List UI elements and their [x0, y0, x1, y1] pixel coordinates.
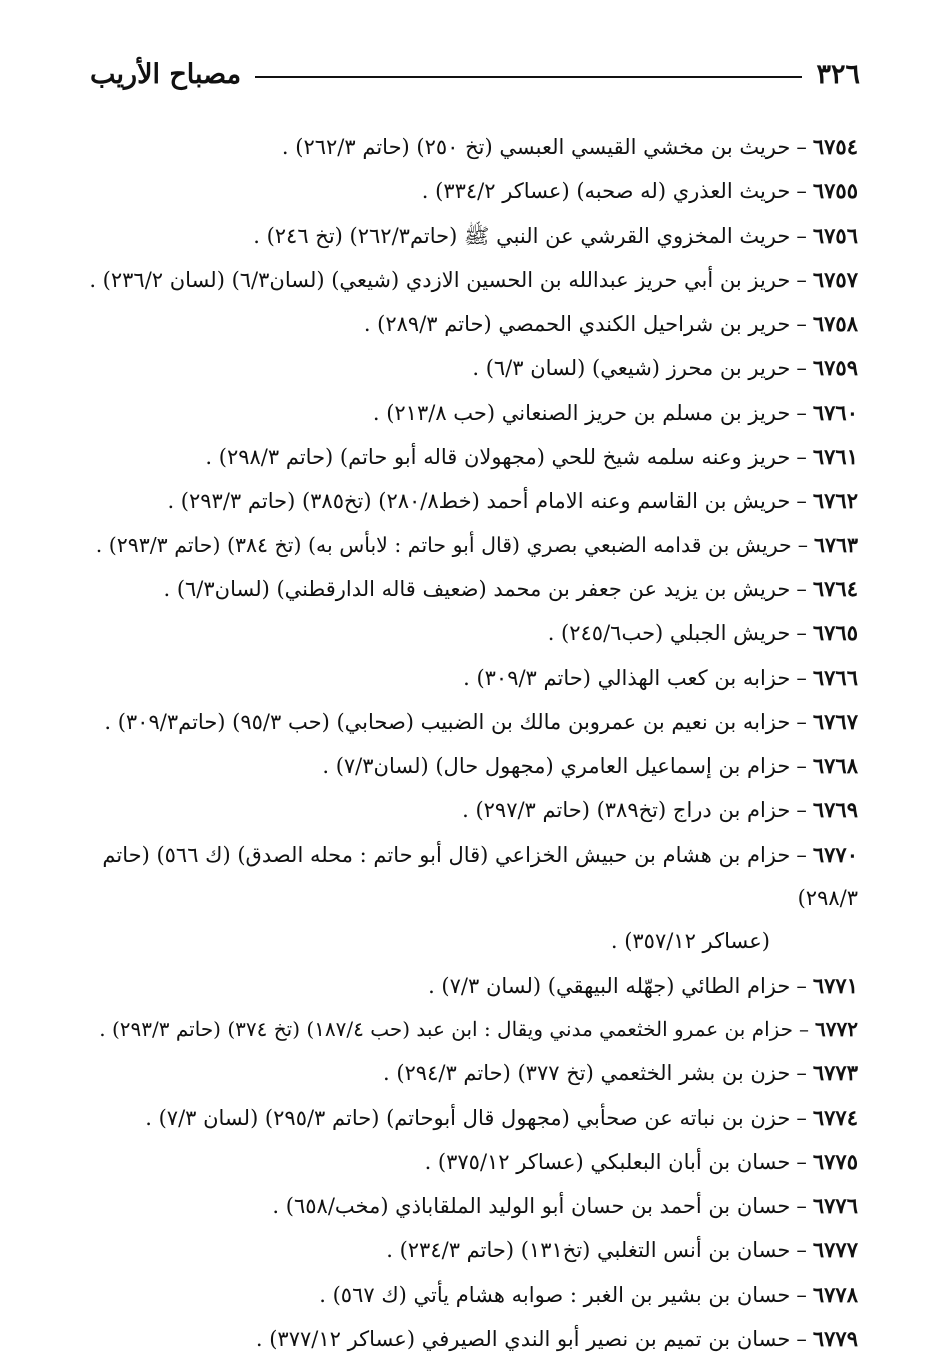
entry-number: ٦٧٦١ — [812, 444, 858, 470]
entry-number: ٦٧٦٤ — [812, 575, 858, 601]
entry-text: حزابه بن كعب الهذالي (حاتم ٣٠٩/٣) . — [463, 665, 791, 690]
entry-dash: – — [796, 400, 807, 425]
entry-dash: – — [797, 532, 808, 557]
header-rule — [255, 76, 802, 78]
entry-text: حزام الطائي (جهّله البيهقي) (لسان ٧/٣) . — [428, 973, 791, 998]
entry-dash: – — [796, 1238, 807, 1263]
list-item — [82, 524, 858, 567]
entry-dash: – — [796, 356, 807, 381]
entry-number: ٦٧٦٠ — [812, 399, 858, 425]
entry-dash: – — [799, 1016, 810, 1041]
list-item — [82, 656, 858, 700]
entry-dash: – — [796, 489, 807, 514]
entry-number: ٦٧٦٣ — [813, 532, 858, 557]
entry-number: ٦٧٧٤ — [812, 1104, 858, 1130]
list-item — [82, 125, 858, 169]
entry-number: ٦٧٦٢ — [812, 488, 858, 514]
entry-number: ٦٧٦٩ — [812, 797, 858, 823]
entry-text: حريش بن القاسم وعنه الامام أحمد (خط٢٨٠/٨) (تخ٣٨٥) (حاتم ٢٩٣/٣) . — [167, 489, 791, 514]
entry-text: حزام بن هشام بن حبيش الخزاعي (قال أبو حاتم : محله الصدق) (ك ٥٦٦) (حاتم ٢٩٨/٣) — [102, 842, 858, 911]
entry-text: حزن بن بشر الخثعمي (تخ ٣٧٧) (حاتم ٢٩٤/٣) . — [382, 1061, 791, 1086]
entry-dash: – — [796, 665, 807, 690]
entry-number: ٦٧٧٣ — [812, 1060, 858, 1086]
entry-number: ٦٧٥٩ — [812, 355, 858, 381]
list-item — [82, 1228, 858, 1272]
entry-text: حسان بن بشير بن الغبر : صوابه هشام يأتي (ك ٥٦٧) . — [319, 1282, 791, 1307]
entry-text: حسان بن تميم بن نصير أبو الندي الصيرفي (عساكر ٣٧٧/١٢) . — [255, 1327, 791, 1352]
entry-text: حريز بن مسلم بن حريز الصنعاني (حب ٢١٣/٨) . — [372, 400, 791, 425]
entry-number: ٦٧٥٥ — [812, 178, 858, 204]
list-item — [82, 302, 858, 346]
book-title: مصباح الأريب — [90, 58, 242, 90]
list-item — [82, 169, 858, 213]
entry-dash: – — [796, 842, 807, 867]
entry-text: حسان بن أبان البعلبكي (عساكر ٣٧٥/١٢) . — [424, 1149, 791, 1174]
list-item — [82, 1140, 858, 1184]
entry-number: ٦٧٥٦ — [812, 222, 858, 248]
list-item — [82, 214, 858, 258]
entry-dash: – — [796, 1105, 807, 1130]
entry-text: حزابه بن نعيم بن عمروبن مالك بن الضبيب (صحابي) (حب ٩٥/٣) (حاتم٣٠٩/٣) . — [104, 709, 791, 734]
entry-dash: – — [796, 798, 807, 823]
entry-dash: – — [796, 223, 807, 248]
list-item — [82, 611, 858, 655]
entry-dash: – — [796, 973, 807, 998]
entry-number: ٦٧٥٨ — [812, 311, 858, 337]
entry-number: ٦٧٥٧ — [812, 266, 858, 292]
list-item — [82, 1051, 858, 1095]
entry-continuation: (عساكر ٣٥٧/١٢) . — [610, 929, 770, 954]
entry-dash: – — [796, 1282, 807, 1307]
entry-dash: – — [796, 621, 807, 646]
page-header — [90, 52, 860, 96]
entry-text: حزن بن نباته عن صحأبي (مجهول قال أبوحاتم) (حاتم ٢٩٥/٣) (لسان ٧/٣) . — [145, 1105, 791, 1130]
list-item — [82, 788, 858, 832]
entry-text: حريث بن مخشي القيسي العبسي (تخ ٢٥٠) (حاتم ٢٦٢/٣) . — [281, 135, 791, 159]
entry-dash: – — [796, 709, 807, 734]
page-number: ٣٢٦ — [816, 58, 860, 90]
entry-number: ٦٧٦٥ — [812, 620, 858, 646]
entry-text: حريث المخزوي القرشي عن النبي ﷺ (حاتم٢٦٢/٣) (تخ ٢٤٦) . — [253, 223, 791, 248]
entry-number: ٦٧٥٤ — [812, 134, 858, 159]
list-item — [82, 567, 858, 611]
entry-number: ٦٧٦٧ — [812, 708, 858, 734]
entry-text: حرير بن شراحيل الكندي الحمصي (حاتم ٢٨٩/٣) . — [363, 312, 791, 337]
entry-dash: – — [796, 1194, 807, 1219]
entry-text: حسان بن أحمد بن حسان أبو الوليد الملقاباذي (مخب/٦٥٨) . — [272, 1194, 791, 1219]
entry-number: ٦٧٦٦ — [812, 664, 858, 690]
entry-number: ٦٧٧٠ — [812, 841, 858, 867]
list-item — [82, 1273, 858, 1317]
entry-dash: – — [796, 754, 807, 779]
entry-number: ٦٧٧٥ — [812, 1148, 858, 1174]
list-item — [82, 1008, 858, 1051]
entry-number: ٦٧٧٨ — [812, 1281, 858, 1307]
entry-dash: – — [796, 576, 807, 601]
entry-text: حريث العذري (له صحبه) (عساكر ٣٣٤/٢) . — [421, 179, 791, 204]
list-item — [82, 346, 858, 390]
list-item — [82, 258, 858, 302]
entry-dash: – — [796, 179, 807, 204]
entry-number: ٦٧٧٧ — [812, 1237, 858, 1263]
entry-number: ٦٧٧٢ — [815, 1016, 858, 1041]
entry-text: حريش الجبلي (حب٢٤٥/٦) . — [547, 621, 791, 646]
list-item — [82, 744, 858, 788]
entry-text: حريز بن أبي حريز عبدالله بن الحسين الازدي (شيعي) (لسان٦/٣) (لسان ٢٣٦/٢) . — [89, 267, 791, 292]
entry-text: حريز وعنه سلمه شيخ للحي (مجهولان قاله أبو حاتم) (حاتم ٢٩٨/٣) . — [205, 445, 791, 470]
list-item — [82, 1096, 858, 1140]
entry-dash: – — [796, 445, 807, 470]
list-item — [82, 1317, 858, 1361]
entry-dash: – — [796, 135, 807, 159]
entry-number: ٦٧٧٩ — [812, 1326, 858, 1352]
entry-text: حسان بن أنس التغلبي (تخ١٣١) (حاتم ٢٣٤/٣) . — [386, 1238, 791, 1263]
list-item — [82, 964, 858, 1008]
entries-list — [82, 125, 858, 1361]
entry-text: حريش بن قدامه الضبعي بصري (قال أبو حاتم : لابأس به) (تخ ٣٨٤) (حاتم ٢٩٣/٣) . — [95, 532, 792, 557]
list-item — [82, 435, 858, 479]
entry-text: حريش بن يزيد عن جعفر بن محمد (ضعيف قاله الدارقطني) (لسان٦/٣) . — [163, 576, 791, 601]
entry-dash: – — [796, 312, 807, 337]
entry-dash: – — [796, 267, 807, 292]
list-item — [82, 391, 858, 435]
entry-dash: – — [796, 1149, 807, 1174]
list-item — [82, 479, 858, 523]
entry-number: ٦٧٦٨ — [812, 753, 858, 779]
entry-text: حزام بن دراج (تخ٣٨٩) (حاتم ٢٩٧/٣) . — [462, 798, 791, 823]
list-item — [82, 700, 858, 744]
entry-text: حرير بن محرز (شيعي) (لسان ٦/٣) . — [472, 356, 791, 381]
list-item — [82, 833, 858, 964]
entry-text: حزام بن عمرو الخثعمي مدني ويقال : ابن عبد (حب ١٨٧/٤) (تخ ٣٧٤) (حاتم ٢٩٣/٣) . — [99, 1016, 794, 1041]
entry-dash: – — [796, 1327, 807, 1352]
entry-number: ٦٧٧٦ — [812, 1193, 858, 1219]
list-item — [82, 1184, 858, 1228]
entry-dash: – — [796, 1061, 807, 1086]
entry-number: ٦٧٧١ — [812, 972, 858, 998]
entry-text: حزام بن إسماعيل العامري (مجهول حال) (لسان٧/٣) . — [322, 754, 791, 779]
